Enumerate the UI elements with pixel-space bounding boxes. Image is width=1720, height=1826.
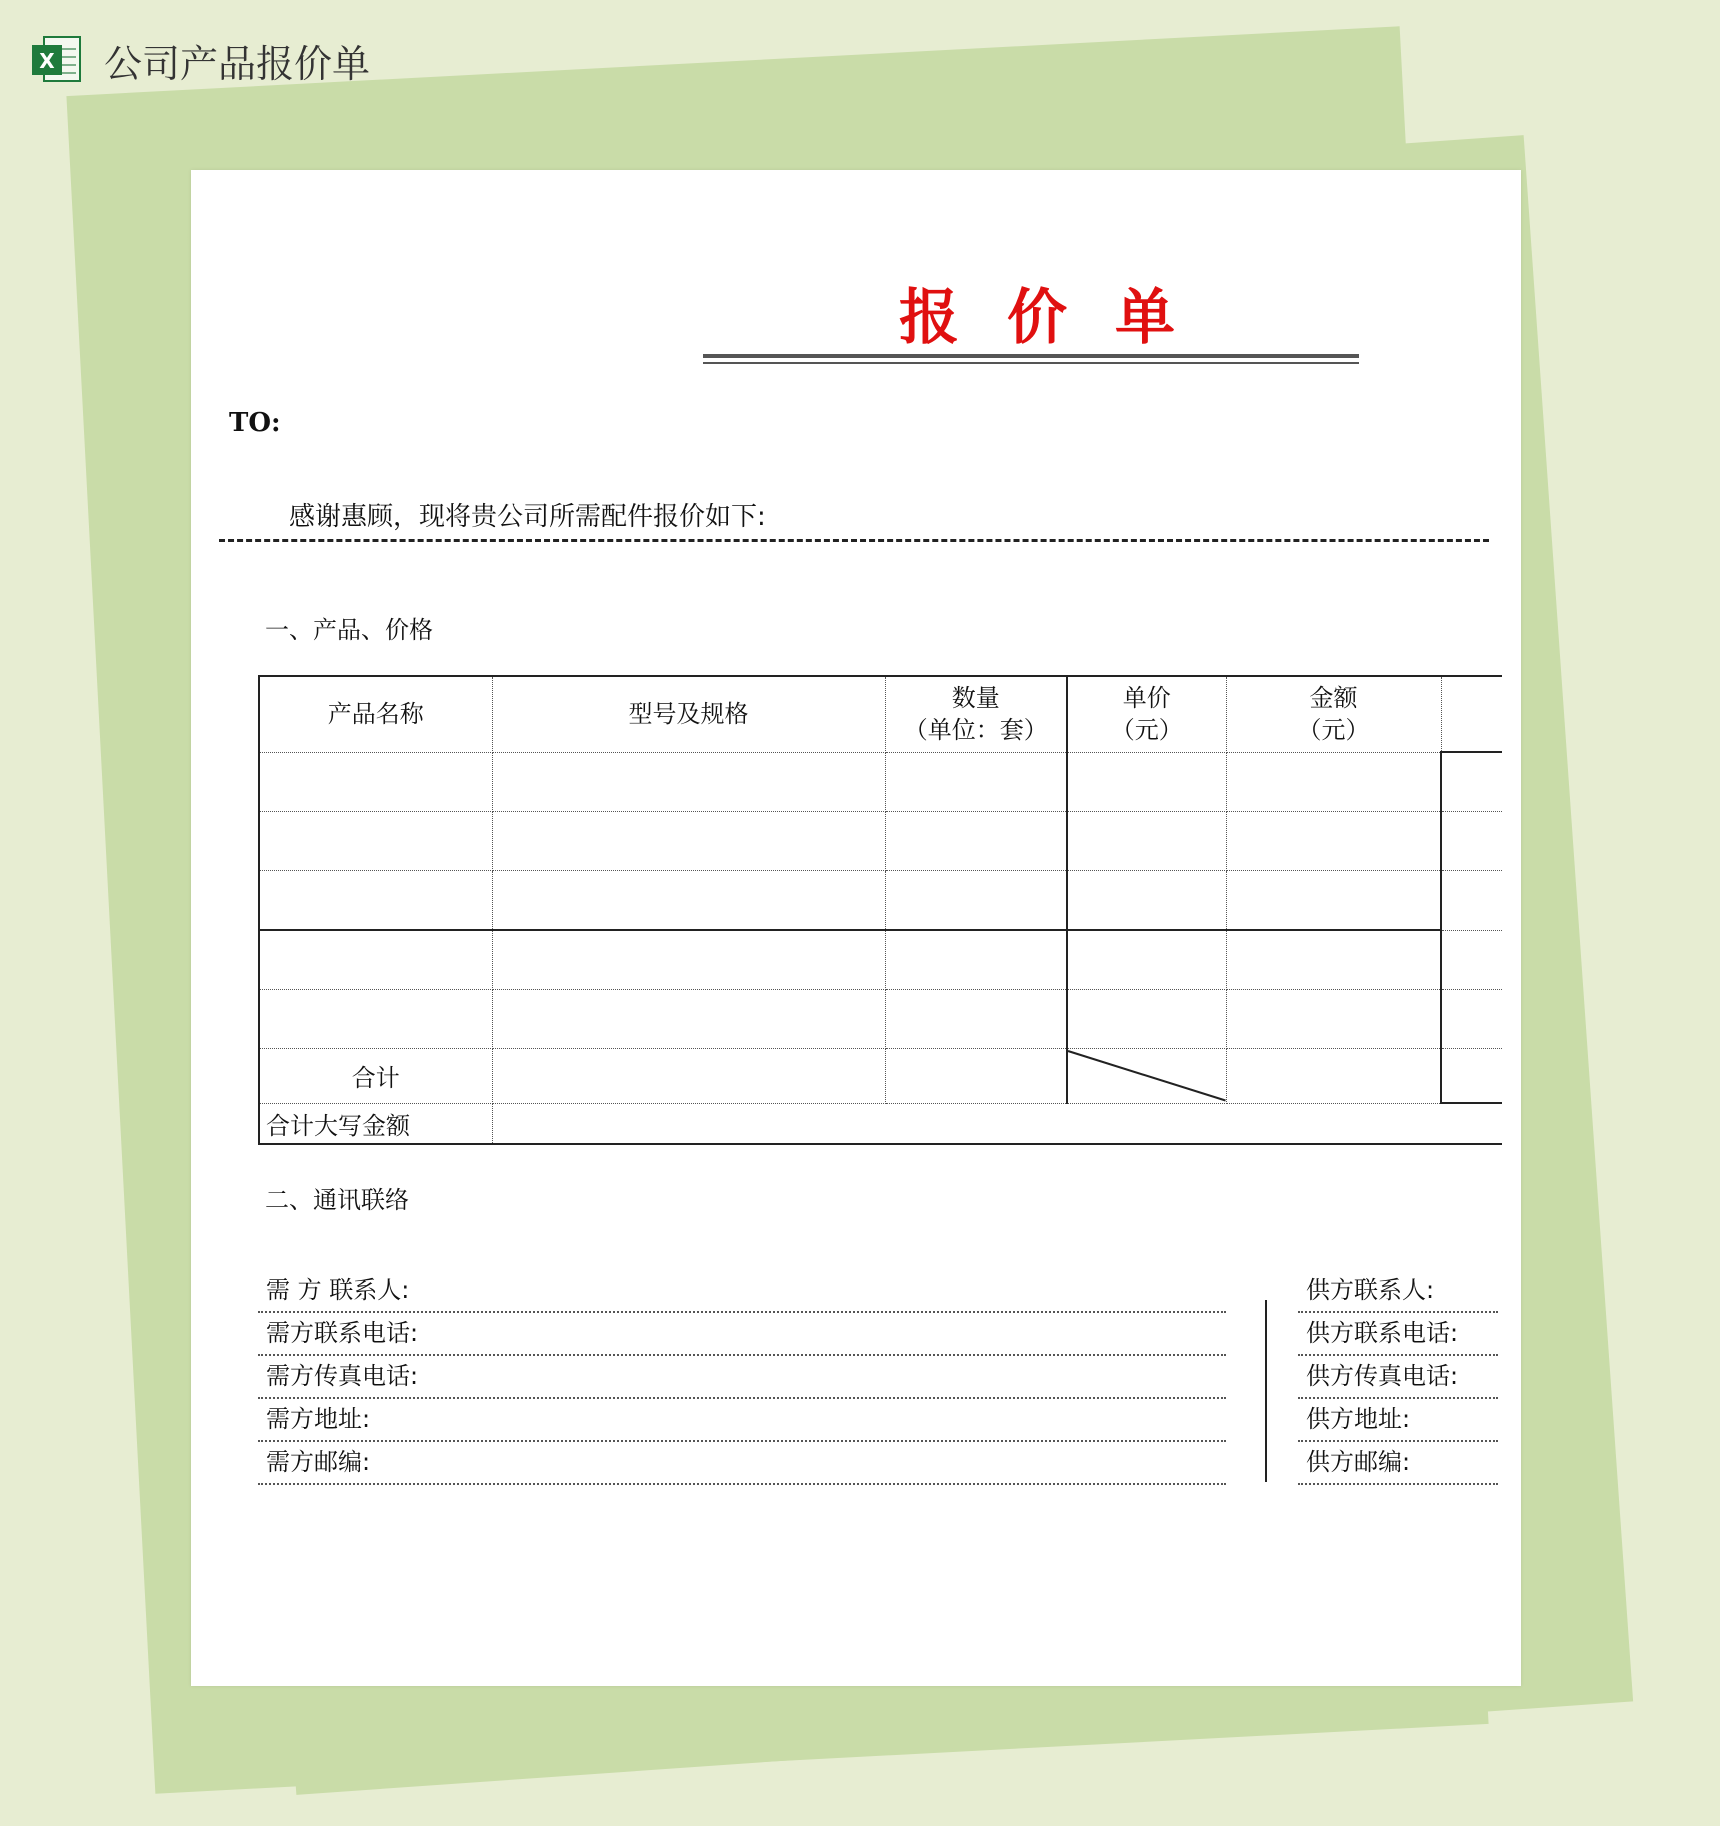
section-heading-products: 一、产品、价格 [265, 616, 433, 644]
table-cell[interactable] [492, 1049, 885, 1104]
table-cell[interactable] [1067, 871, 1226, 931]
table-cell[interactable] [1067, 812, 1226, 871]
header-unit-price-line2: （元） [1110, 716, 1183, 745]
table-cell[interactable] [492, 871, 885, 931]
buyer-contact-person[interactable]: 需 方 联系人: [258, 1270, 1226, 1313]
table-cell [1441, 871, 1502, 931]
quote-table-wrapper [258, 675, 1502, 1145]
to-label: TO: [229, 408, 281, 438]
table-row [259, 990, 1502, 1049]
excel-icon [30, 33, 84, 87]
total-row [259, 1049, 1502, 1104]
header-amount-line1: 金额 [1309, 684, 1358, 713]
seller-address[interactable]: 供方地址: [1298, 1399, 1498, 1442]
caps-total-value[interactable] [492, 1103, 1502, 1144]
table-cell[interactable] [1226, 1049, 1441, 1104]
table-header-row [259, 676, 1502, 752]
caps-total-row [259, 1103, 1502, 1144]
diagonal-line [1068, 1049, 1226, 1103]
buyer-fax[interactable]: 需方传真电话: [258, 1356, 1226, 1399]
header-unit-price-line1: 单价 [1122, 684, 1171, 713]
title-underline [703, 354, 1359, 364]
table-cell[interactable] [885, 1049, 1067, 1104]
table-cell[interactable] [259, 871, 492, 931]
table-cell[interactable] [492, 990, 885, 1049]
dashed-divider [219, 539, 1489, 542]
app-title: 公司产品报价单 [104, 41, 371, 86]
header-unit-price [1067, 676, 1226, 752]
table-cell[interactable] [1226, 990, 1441, 1049]
header-amount [1226, 676, 1441, 752]
table-cell[interactable] [492, 752, 885, 812]
buyer-address[interactable]: 需方地址: [258, 1399, 1226, 1442]
contacts-divider [1265, 1300, 1267, 1482]
document-page [191, 170, 1521, 1686]
table-row [259, 812, 1502, 871]
table-row [259, 752, 1502, 812]
caps-total-label: 合计大写金额 [259, 1103, 492, 1144]
diagonal-cell [1067, 1049, 1226, 1104]
table-cell[interactable] [1226, 812, 1441, 871]
seller-fax[interactable]: 供方传真电话: [1298, 1356, 1498, 1399]
table-cell [1441, 752, 1502, 812]
table-cell[interactable] [259, 812, 492, 871]
table-cell[interactable] [1226, 871, 1441, 931]
table-row [259, 930, 1502, 990]
app-header [30, 30, 370, 90]
table-cell[interactable] [1067, 990, 1226, 1049]
table-cell[interactable] [1067, 752, 1226, 812]
table-cell[interactable] [259, 930, 492, 990]
header-product-name: 产品名称 [259, 676, 492, 752]
table-cell[interactable] [1226, 752, 1441, 812]
buyer-phone[interactable]: 需方联系电话: [258, 1313, 1226, 1356]
table-cell[interactable] [885, 990, 1067, 1049]
table-cell [1441, 930, 1502, 990]
table-cell[interactable] [259, 752, 492, 812]
header-extra [1441, 676, 1502, 752]
header-quantity [885, 676, 1067, 752]
seller-postcode[interactable]: 供方邮编: [1298, 1442, 1498, 1485]
header-quantity-line1: 数量 [951, 684, 1000, 713]
table-cell[interactable] [259, 990, 492, 1049]
total-label: 合计 [259, 1049, 492, 1104]
seller-phone[interactable]: 供方联系电话: [1298, 1313, 1498, 1356]
table-cell[interactable] [1067, 930, 1226, 990]
document-title: 报价单 [899, 283, 1223, 353]
table-cell[interactable] [492, 812, 885, 871]
header-quantity-line2: （单位：套） [903, 716, 1048, 745]
quote-table [258, 675, 1502, 1145]
header-amount-line2: （元） [1297, 716, 1370, 745]
table-cell[interactable] [885, 812, 1067, 871]
table-row [259, 871, 1502, 931]
seller-contact-person[interactable]: 供方联系人: [1298, 1270, 1498, 1313]
intro-text: 感谢惠顾，现将贵公司所需配件报价如下: [289, 502, 766, 532]
buyer-postcode[interactable]: 需方邮编: [258, 1442, 1226, 1485]
table-cell[interactable] [1226, 930, 1441, 990]
header-model-spec: 型号及规格 [492, 676, 885, 752]
table-cell [1441, 990, 1502, 1049]
table-cell [1441, 812, 1502, 871]
section-heading-contacts: 二、通讯联络 [265, 1186, 409, 1214]
table-cell[interactable] [885, 930, 1067, 990]
table-cell[interactable] [885, 752, 1067, 812]
svg-text:X: X [39, 49, 55, 73]
table-cell [1441, 1049, 1502, 1104]
table-cell[interactable] [492, 930, 885, 990]
table-cell[interactable] [885, 871, 1067, 931]
